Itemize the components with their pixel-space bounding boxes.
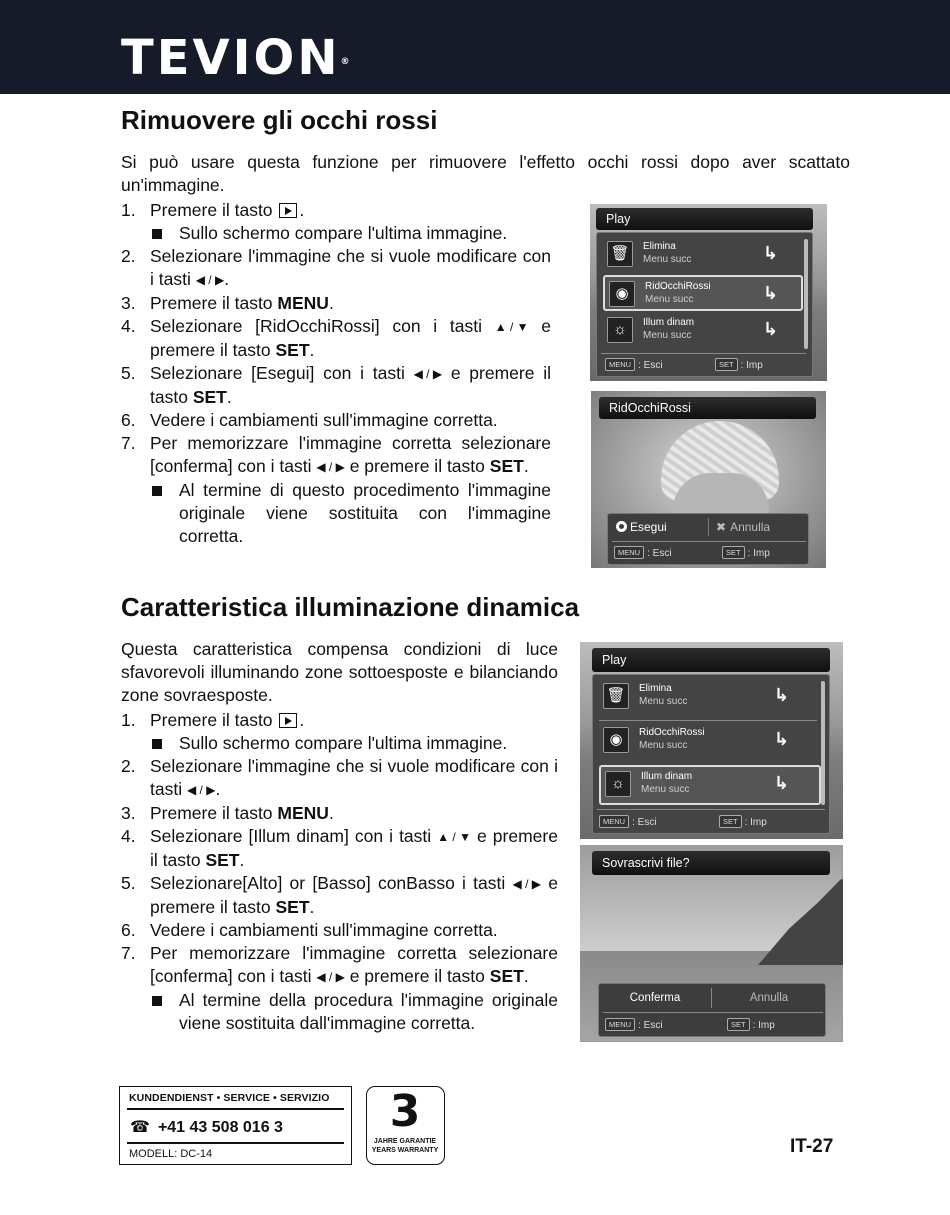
step-bullet bbox=[121, 989, 558, 1035]
close-icon: ✖ bbox=[716, 520, 727, 534]
menu-item-sub: Menu succ bbox=[639, 740, 688, 751]
play-menu-panel bbox=[596, 232, 813, 377]
step-item bbox=[121, 919, 558, 942]
header-bar bbox=[0, 0, 950, 94]
arrow-keys-icon: ◀ / ▶ bbox=[413, 367, 443, 381]
section1-steps bbox=[121, 199, 551, 548]
menu-hint-text: : Esci bbox=[638, 1020, 663, 1031]
option-run-label: Esegui bbox=[630, 520, 667, 534]
step-text: Premere il tasto bbox=[150, 293, 273, 313]
enter-arrow-icon: ↳ bbox=[774, 729, 790, 749]
step-text: Premere il tasto bbox=[150, 200, 273, 220]
footer-menu-hint bbox=[605, 358, 663, 371]
redeye-option-run[interactable] bbox=[616, 520, 667, 534]
play-menu-panel bbox=[592, 674, 830, 834]
arrow-keys-icon: ▲ / ▼ bbox=[437, 830, 471, 844]
step-number: 6. bbox=[121, 410, 136, 430]
step-item bbox=[121, 315, 551, 362]
square-bullet-icon bbox=[152, 739, 162, 749]
step-punct: . bbox=[328, 293, 334, 313]
set-hint-text: : Imp bbox=[740, 360, 763, 371]
menu-item-label: Elimina bbox=[639, 683, 672, 694]
arrow-keys-icon: ◀ / ▶ bbox=[316, 970, 345, 984]
key-name: MENU bbox=[277, 803, 329, 823]
menu-item-ridocchirossi[interactable] bbox=[599, 723, 817, 761]
overwrite-dialog bbox=[598, 983, 826, 1037]
step-bullet bbox=[121, 732, 558, 755]
step-number: 2. bbox=[121, 756, 136, 776]
dialog-divider bbox=[603, 1012, 823, 1013]
menu-item-sub: Menu succ bbox=[643, 254, 692, 265]
menu-item-label: Illum dinam bbox=[641, 771, 693, 782]
step-number: 5. bbox=[121, 363, 136, 383]
square-bullet-icon bbox=[152, 229, 162, 239]
play-menu-title: Play bbox=[596, 208, 813, 230]
bullet-text: Sullo schermo compare l'ultima immagine. bbox=[179, 733, 508, 753]
menu-hint-text: : Esci bbox=[647, 548, 672, 559]
circle-icon bbox=[616, 521, 627, 532]
play-menu-screen-1 bbox=[590, 204, 827, 381]
footer-set-hint bbox=[715, 358, 763, 371]
section2-title: Caratteristica illuminazione dinamica bbox=[121, 592, 580, 622]
step-punct: . bbox=[523, 966, 529, 986]
option-divider bbox=[711, 988, 712, 1008]
menu-item-label: RidOcchiRossi bbox=[645, 281, 711, 292]
step-text: Selezionare l'immagine che si vuole modificare con i tasti bbox=[150, 756, 558, 799]
option-divider bbox=[708, 518, 709, 536]
dynamic-light-icon: ☼ bbox=[607, 317, 633, 343]
step-item bbox=[121, 942, 558, 989]
menu-key: MENU bbox=[614, 546, 644, 559]
key-name: MENU bbox=[277, 293, 329, 313]
key-name: SET bbox=[275, 340, 310, 360]
key-name: SET bbox=[275, 897, 310, 917]
play-button-icon bbox=[279, 203, 297, 218]
menu-item-label: Illum dinam bbox=[643, 317, 695, 328]
play-button-icon bbox=[279, 713, 297, 728]
step-text: Premere il tasto bbox=[150, 803, 273, 823]
set-key: SET bbox=[715, 358, 738, 371]
step-item bbox=[121, 199, 551, 222]
service-box bbox=[119, 1086, 352, 1165]
step-number: 7. bbox=[121, 433, 136, 453]
service-phone bbox=[130, 1117, 283, 1137]
step-punct: . bbox=[239, 850, 245, 870]
step-number: 2. bbox=[121, 246, 136, 266]
cancel-button[interactable]: Annulla bbox=[749, 992, 789, 1004]
key-name: SET bbox=[192, 387, 227, 407]
arrow-keys-icon: ◀ / ▶ bbox=[195, 273, 225, 287]
step-text: e premere il tasto bbox=[150, 826, 558, 870]
menu-scrollbar[interactable] bbox=[821, 681, 825, 805]
step-punct: . bbox=[309, 897, 315, 917]
step-text: Selezionare [Illum dinam] con i tasti bbox=[150, 826, 432, 846]
menu-item-ridocchirossi[interactable] bbox=[603, 275, 803, 311]
arrow-keys-icon: ◀ / ▶ bbox=[186, 783, 216, 797]
footer-set-hint bbox=[727, 1018, 775, 1031]
play-menu-title: Play bbox=[592, 648, 830, 672]
step-punct: . bbox=[309, 340, 315, 360]
step-item bbox=[121, 802, 558, 825]
step-text: e premere il tasto bbox=[150, 873, 558, 917]
brand-logo bbox=[121, 30, 350, 86]
menu-item-sub: Menu succ bbox=[639, 696, 688, 707]
phone-number: +41 43 508 016 3 bbox=[157, 1119, 283, 1136]
step-text: Vedere i cambiamenti sull'immagine corretta. bbox=[150, 410, 498, 430]
step-number: 5. bbox=[121, 873, 136, 893]
bullet-text: Sullo schermo compare l'ultima immagine. bbox=[179, 223, 508, 243]
red-eye-icon: ◉ bbox=[603, 727, 629, 753]
step-text: Vedere i cambiamenti sull'immagine corretta. bbox=[150, 920, 498, 940]
menu-hint-text: : Esci bbox=[632, 817, 657, 828]
arrow-keys-icon: ◀ / ▶ bbox=[316, 460, 345, 474]
step-number: 1. bbox=[121, 200, 136, 220]
red-eye-icon: ◉ bbox=[609, 281, 635, 307]
warranty-badge bbox=[366, 1086, 445, 1165]
menu-key: MENU bbox=[605, 358, 635, 371]
footer-set-hint bbox=[722, 546, 770, 559]
brand-name: TEVION bbox=[121, 30, 341, 86]
set-hint-text: : Imp bbox=[744, 817, 767, 828]
phone-icon: ☎ bbox=[130, 1119, 150, 1136]
menu-key: MENU bbox=[599, 815, 629, 828]
step-number: 4. bbox=[121, 826, 136, 846]
arrow-keys-icon: ◀ / ▶ bbox=[512, 877, 541, 891]
section1-title: Rimuovere gli occhi rossi bbox=[121, 105, 438, 135]
menu-item-illum-dinam[interactable] bbox=[603, 313, 803, 349]
menu-item-label: Elimina bbox=[643, 241, 676, 252]
section1-intro: Si può usare questa funzione per rimuovere l'effetto occhi rossi dopo aver scattato un'immagine. bbox=[121, 152, 850, 195]
step-number: 7. bbox=[121, 943, 136, 963]
key-name: SET bbox=[489, 966, 524, 986]
step-text: e premere il tasto bbox=[349, 966, 485, 986]
registered-mark: ® bbox=[340, 57, 350, 67]
step-bullet bbox=[121, 222, 551, 245]
trash-icon: 🗑 bbox=[607, 241, 633, 267]
redeye-screen bbox=[591, 391, 826, 568]
step-number: 1. bbox=[121, 710, 136, 730]
key-name: SET bbox=[489, 456, 524, 476]
arrow-keys-icon: ▲ / ▼ bbox=[494, 320, 529, 334]
step-number: 3. bbox=[121, 803, 136, 823]
menu-key: MENU bbox=[605, 1018, 635, 1031]
step-text: Selezionare l'immagine che si vuole modificare con i tasti bbox=[150, 246, 551, 289]
overwrite-title: Sovrascrivi file? bbox=[592, 851, 830, 875]
dynamic-light-icon: ☼ bbox=[605, 771, 631, 797]
service-title: KUNDENDIENST • SERVICE • SERVIZIO bbox=[129, 1092, 330, 1104]
step-item bbox=[121, 245, 551, 292]
step-text: e premere il tasto bbox=[150, 363, 551, 407]
set-key: SET bbox=[722, 546, 745, 559]
step-punct: . bbox=[299, 200, 305, 220]
menu-hint-text: : Esci bbox=[638, 360, 663, 371]
step-punct: . bbox=[215, 779, 221, 799]
step-bullet bbox=[121, 479, 551, 548]
step-punct: . bbox=[299, 710, 305, 730]
enter-arrow-icon: ↳ bbox=[774, 773, 790, 793]
step-item bbox=[121, 755, 558, 802]
enter-arrow-icon: ↳ bbox=[774, 685, 790, 705]
step-text: Premere il tasto bbox=[150, 710, 273, 730]
menu-scrollbar[interactable] bbox=[804, 239, 808, 349]
option-cancel-label: Annulla bbox=[730, 520, 771, 534]
menu-item-label: RidOcchiRossi bbox=[639, 727, 705, 738]
step-text: e premere il tasto bbox=[150, 316, 551, 360]
square-bullet-icon bbox=[152, 996, 162, 1006]
enter-arrow-icon: ↳ bbox=[763, 283, 779, 303]
footer-menu-hint bbox=[614, 546, 672, 559]
step-text: Per memorizzare l'immagine corretta selezionare [conferma] con i tasti bbox=[150, 433, 551, 476]
section2-steps bbox=[121, 709, 558, 1035]
step-item bbox=[121, 292, 551, 315]
menu-item-sub: Menu succ bbox=[645, 294, 694, 305]
step-text: Per memorizzare l'immagine corretta selezionare [conferma] con i tasti bbox=[150, 943, 558, 986]
key-name: SET bbox=[205, 850, 240, 870]
page-number: IT-27 bbox=[790, 1136, 834, 1157]
menu-item-sub: Menu succ bbox=[641, 784, 690, 795]
set-key: SET bbox=[727, 1018, 750, 1031]
step-punct: . bbox=[226, 387, 232, 407]
step-punct: . bbox=[224, 269, 230, 289]
redeye-option-cancel[interactable] bbox=[716, 520, 770, 534]
service-rule bbox=[127, 1142, 344, 1144]
footer-menu-hint bbox=[605, 1018, 663, 1031]
step-item bbox=[121, 825, 558, 872]
enter-arrow-icon: ↳ bbox=[763, 243, 779, 263]
redeye-dialog bbox=[607, 513, 809, 565]
step-number: 3. bbox=[121, 293, 136, 313]
warranty-years: 3 bbox=[389, 1086, 421, 1137]
step-item bbox=[121, 872, 558, 919]
footer-set-hint bbox=[719, 815, 767, 828]
menu-item-sub: Menu succ bbox=[643, 330, 692, 341]
warranty-line2: YEARS WARRANTY bbox=[371, 1147, 439, 1154]
step-text: Selezionare [Esegui] con i tasti bbox=[150, 363, 405, 383]
step-number: 4. bbox=[121, 316, 136, 336]
redeye-title: RidOcchiRossi bbox=[599, 397, 816, 419]
step-number: 6. bbox=[121, 920, 136, 940]
play-menu-screen-2 bbox=[580, 642, 843, 839]
step-punct: . bbox=[523, 456, 529, 476]
square-bullet-icon bbox=[152, 486, 162, 496]
dialog-divider bbox=[612, 541, 806, 542]
confirm-button[interactable]: Conferma bbox=[629, 992, 681, 1004]
step-text: e premere il tasto bbox=[349, 456, 485, 476]
step-text: Selezionare [RidOcchiRossi] con i tasti bbox=[150, 316, 483, 336]
bullet-text: Al termine della procedura l'immagine originale viene sostituita dall'immagine corretta. bbox=[179, 990, 558, 1033]
trash-icon: 🗑 bbox=[603, 683, 629, 709]
enter-arrow-icon: ↳ bbox=[763, 319, 779, 339]
step-item bbox=[121, 409, 551, 432]
service-rule bbox=[127, 1108, 344, 1110]
step-item bbox=[121, 362, 551, 409]
footer-menu-hint bbox=[599, 815, 657, 828]
set-hint-text: : Imp bbox=[747, 548, 770, 559]
warranty-line1: JAHRE GARANTIE bbox=[373, 1138, 437, 1145]
menu-item-illum-dinam[interactable] bbox=[599, 765, 821, 805]
menu-divider bbox=[597, 809, 825, 810]
overwrite-screen bbox=[580, 845, 843, 1042]
menu-divider bbox=[601, 353, 806, 354]
menu-item-elimina[interactable] bbox=[599, 679, 817, 717]
menu-item-elimina[interactable] bbox=[603, 237, 803, 273]
section2-intro: Questa caratteristica compensa condizioni di luce sfavorevoli illuminando zone sottoesposte e bilanciando zone sovraesposte. bbox=[121, 639, 558, 705]
step-item bbox=[121, 709, 558, 732]
bullet-text: Al termine di questo procedimento l'immagine originale viene sostituita con l'immagine corretta. bbox=[179, 480, 551, 546]
menu-divider bbox=[599, 720, 817, 721]
step-text: Selezionare[Alto] or [Basso] conBasso i tasti bbox=[150, 873, 506, 893]
set-key: SET bbox=[719, 815, 742, 828]
set-hint-text: : Imp bbox=[752, 1020, 775, 1031]
step-item bbox=[121, 432, 551, 479]
model-label: MODELL: DC-14 bbox=[129, 1148, 213, 1160]
step-punct: . bbox=[328, 803, 334, 823]
